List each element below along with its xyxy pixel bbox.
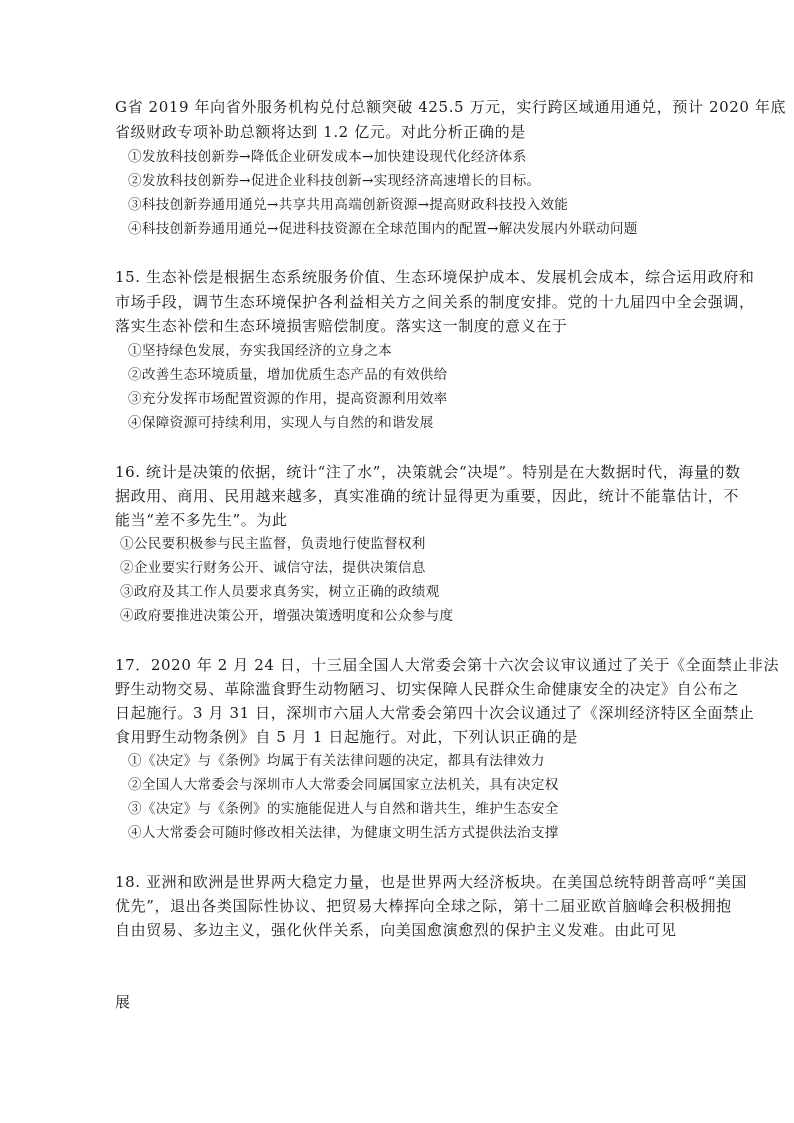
q14-option-3: ③科技创新券通用通兑→共享共用高端创新资源→提高财政科技投入效能 — [128, 197, 569, 213]
q17-stem-line-3: 日起施行。3 月 31 日，深圳市六届人大常委会第四十次会议通过了《深圳经济特区全面禁止 — [115, 704, 755, 722]
q14-option-1: ①发放科技创新券→降低企业研发成本→加快建设现代化经济体系 — [128, 149, 527, 165]
q16-option-4: ④政府要推进决策公开，增强决策透明度和公众参与度 — [120, 608, 454, 624]
q18-stem-line-2: 优先”，退出各类国际性协议、把贸易大棒挥向全球之际，第十二届亚欧首脑峰会积极拥抱 — [115, 897, 732, 915]
q17-option-4: ④人大常委会可随时修改相关法律，为健康文明生活方式提供法治支撑 — [128, 825, 559, 841]
q17-stem-line-2: 野生动物交易、革除滥食野生动物陋习、切实保障人民群众生命健康安全的决定》自公布之 — [115, 680, 740, 698]
q16-stem-line-2: 据政用、商用、民用越来越多，真实准确的统计显得更为重要，因此，统计不能靠估计，不 — [115, 487, 740, 505]
q16-stem-line-1: 16. 统计是决策的依据，统计“注了水”，决策就会“决堤”。特别是在大数据时代，海量的数 — [115, 463, 741, 481]
q17-option-1: ①《决定》与《条例》均属于有关法律问题的决定，都具有法律效力 — [128, 753, 545, 769]
q15-stem-line-1: 15. 生态补偿是根据生态系统服务价值、生态环境保护成本、发展机会成本，综合运用政府和 — [115, 268, 755, 286]
q18-stem-line-1: 18. 亚洲和欧洲是世界两大稳定力量，也是世界两大经济板块。在美国总统特朗普高呼“美国 — [115, 873, 748, 891]
q14-stem-line-2: 省级财政专项补助总额将达到 1.2 亿元。对此分析正确的是 — [115, 123, 526, 141]
q14-stem-line-1: G省 2019 年向省外服务机构兑付总额突破 425.5 万元，实行跨区域通用通兑，预计 2020 年底 — [115, 98, 787, 116]
q18-option-4-continued: 展 — [115, 993, 131, 1011]
q14-option-4: ④科技创新券通用通兑→促进科技资源在全球范围内的配置→解决发展内外联动问题 — [128, 221, 638, 237]
q17-stem-line-4: 食用野生动物条例》自 5 月 1 日起施行。对此，下列认识正确的是 — [115, 728, 578, 746]
q16-stem-line-3: 能当“差不多先生”。为此 — [115, 511, 288, 529]
q15-option-3: ③充分发挥市场配置资源的作用，提高资源利用效率 — [128, 391, 448, 407]
q15-option-2: ②改善生态环境质量，增加优质生态产品的有效供给 — [128, 367, 448, 383]
q16-option-1: ①公民要积极参与民主监督，负责地行使监督权利 — [120, 536, 426, 552]
q17-stem-line-1: 17．2020 年 2 月 24 日，十三届全国人大常委会第十六次会议审议通过了关于《全面禁止非法 — [115, 656, 780, 674]
q15-stem-line-3: 落实生态补偿和生态环境损害赔偿制度。落实这一制度的意义在于 — [115, 317, 568, 335]
q18-stem-line-3: 自由贸易、多边主义，强化伙伴关系，向美国愈演愈烈的保护主义发难。由此可见 — [115, 921, 677, 939]
q14-option-2: ②发放科技创新券→促进企业科技创新→实现经济高速增长的目标。 — [128, 173, 541, 189]
q15-stem-line-2: 市场手段，调节生态环境保护各利益相关方之间关系的制度安排。党的十九届四中全会强调， — [115, 293, 755, 311]
q16-option-2: ②企业要实行财务公开、诚信守法，提供决策信息 — [120, 560, 426, 576]
q15-option-4: ④保障资源可持续利用，实现人与自然的和谐发展 — [128, 415, 434, 431]
q17-option-3: ③《决定》与《条例》的实施能促进人与自然和谐共生，维护生态安全 — [128, 801, 559, 817]
q17-option-2: ②全国人大常委会与深圳市人大常委会同属国家立法机关，具有决定权 — [128, 777, 559, 793]
q15-option-1: ①坚持绿色发展，夯实我国经济的立身之本 — [128, 343, 392, 359]
q16-option-3: ③政府及其工作人员要求真务实，树立正确的政绩观 — [120, 584, 440, 600]
